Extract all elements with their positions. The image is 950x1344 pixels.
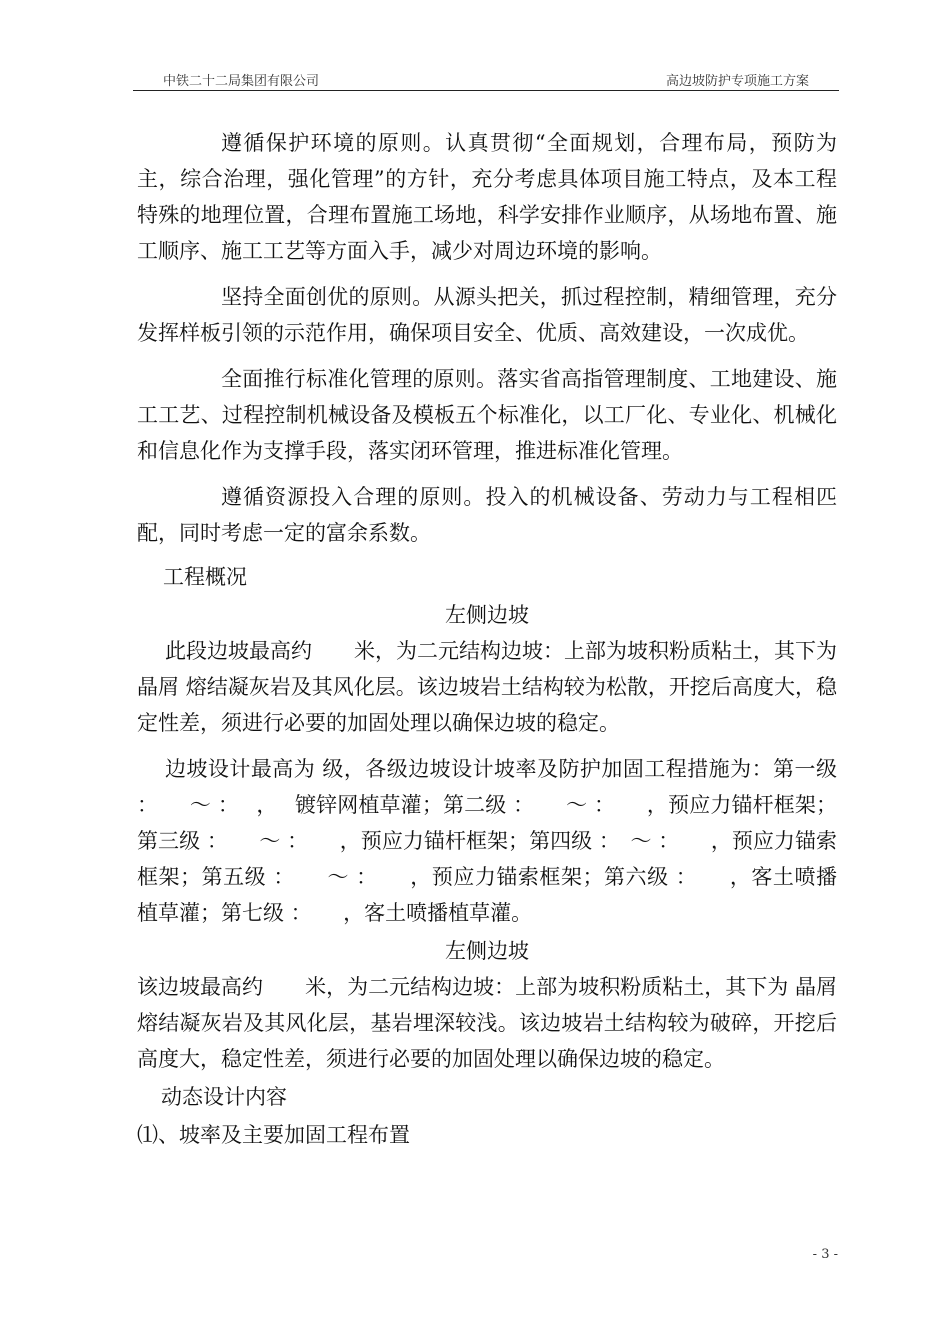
list-item: ⑴、坡率及主要加固工程布置	[137, 1123, 410, 1147]
paragraph-environment: 遵循保护环境的原则。认真贯彻“全面规划，合理布局，预防为主，综合治理，强化管理”的方针，充分考虑具体项目施工特点，及本工程特殊的地理位置，合理布置施工场地，科学安排作业顺序，从场地布置、施工顺序、施工工艺等方面入手，减少对周边环境的影响。	[137, 131, 837, 263]
subsection-title: 动态设计内容	[161, 1085, 287, 1109]
section-title: 工程概况	[163, 565, 247, 589]
slope1-title: 左侧边坡	[445, 603, 529, 627]
header-document-title: 高边坡防护专项施工方案	[665, 74, 809, 89]
header-company: 中铁二十二局集团有限公司	[163, 74, 320, 89]
page-header	[133, 68, 839, 91]
slope2-description: 该边坡最高约 米，为二元结构边坡：上部为坡积粉质粘土，其下为 晶屑 熔结凝灰岩及其风化层，基岩埋深较浅。该边坡岩土结构较为破碎，开挖后高度大，稳定性差，须进行必要的加固处理以确保边坡的稳定。	[137, 975, 837, 1071]
paragraph-resources: 遵循资源投入合理的原则。投入的机械设备、劳动力与工程相匹配，同时考虑一定的富余系数。	[137, 485, 837, 545]
paragraph-excellence: 坚持全面创优的原则。从源头把关，抓过程控制，精细管理，充分发挥样板引领的示范作用，确保项目安全、优质、高效建设，一次成优。	[137, 285, 837, 345]
slope1-design: 边坡设计最高为 级，各级边坡设计坡率及防护加固工程措施为：第一级 ： ～ ： ， 镀锌网植草灌；第二级 ： ～ ： ，预应力锚杆框架；第三级 ： ～ ： ，预应力锚杆框架；第四级 ： ～ ： ，预应力锚索框架；第五级 ： ～ ： ，预应力锚索框架；第六级 ： ，客土喷播植草灌；第七级 ： ，客土喷播植草灌。	[137, 757, 837, 925]
document-body	[137, 125, 837, 1153]
slope1-description: 此段边坡最高约 米，为二元结构边坡：上部为坡积粉质粘土，其下为 晶屑 熔结凝灰岩及其风化层。该边坡岩土结构较为松散，开挖后高度大，稳定性差，须进行必要的加固处理以确保边坡的稳定。	[137, 639, 837, 735]
paragraph-standardization: 全面推行标准化管理的原则。落实省高指管理制度、工地建设、施工工艺、过程控制机械设备及模板五个标准化，以工厂化、专业化、机械化和信息化作为支撑手段，落实闭环管理，推进标准化管理。	[137, 367, 837, 463]
slope2-title: 左侧边坡	[445, 939, 529, 963]
page-number: - 3 -	[812, 1247, 838, 1262]
